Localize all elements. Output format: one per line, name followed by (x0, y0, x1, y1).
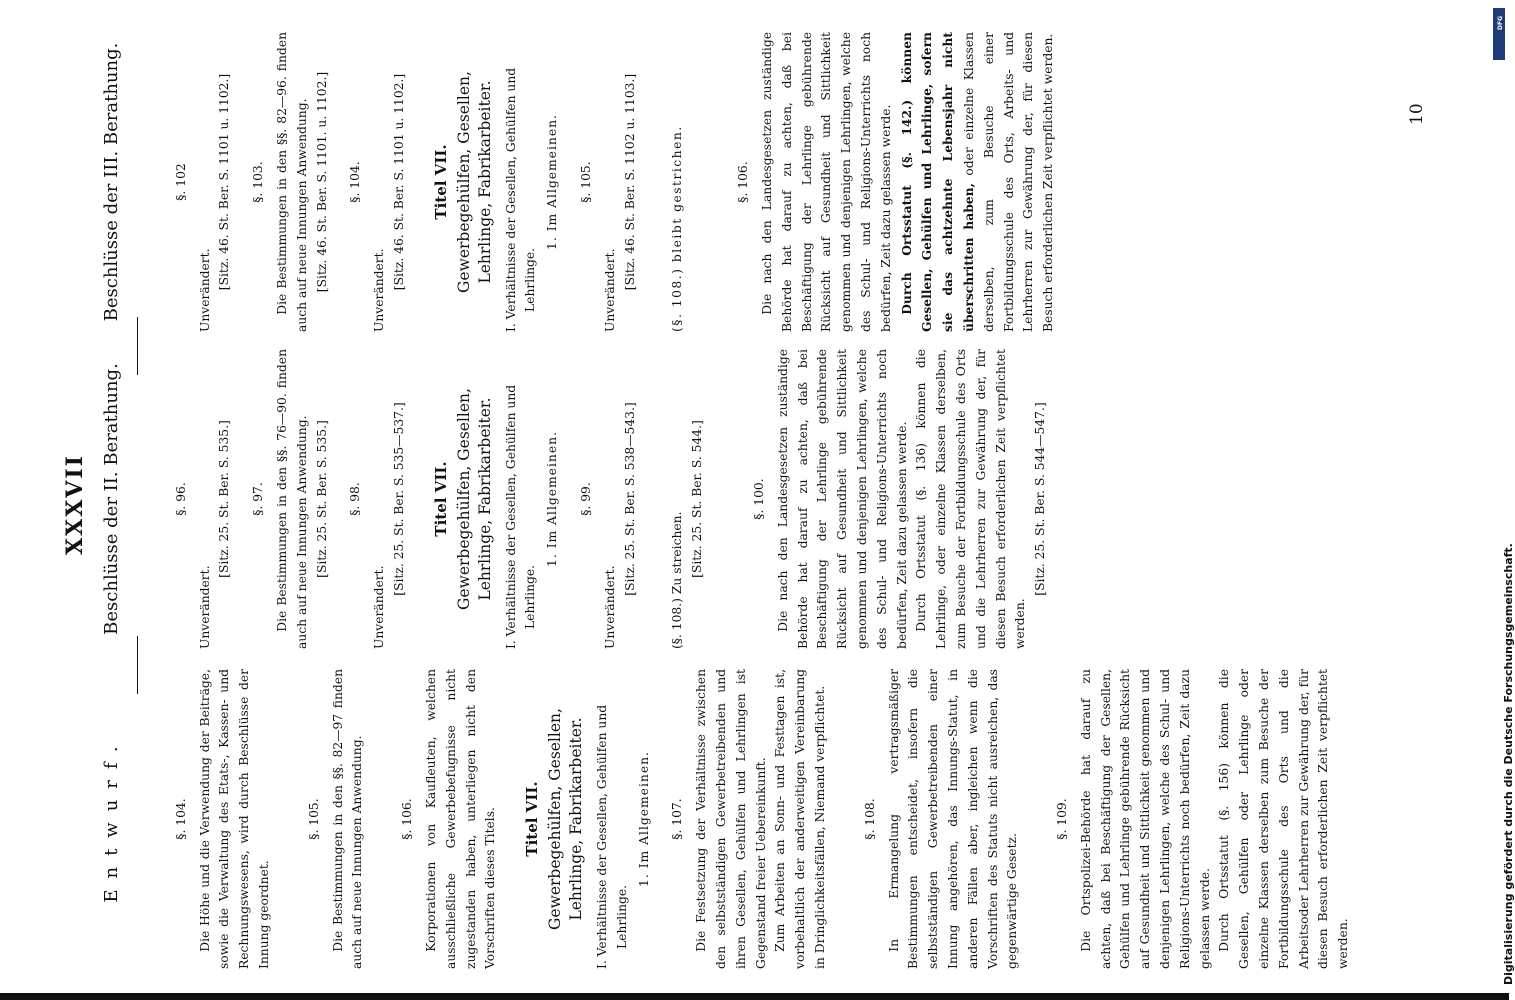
section-text (897, 32, 1059, 332)
section-text: Unverändert. (197, 565, 212, 649)
struck-section-note: (§. 108.) bleibt gestrichen. (670, 125, 685, 332)
struck-section-note: (§. 108.) Zu streichen. (670, 511, 685, 649)
section-text: Die Höhe und die Verwendung der Beiträge, sowie die Verwaltung des Etats-, Kassen- und Rechnungswesens, wird durch Beschlüsse der Innung geordnet. (197, 669, 271, 969)
section-heading: §. 106. (400, 798, 415, 840)
section-text: Unverändert. (372, 565, 387, 649)
minutes-reference: [Sitz. 25. St. Ber. S. 544.] (690, 420, 705, 578)
minutes-reference: [Sitz. 46. St. Ber. S. 1101 u. 1102.] (217, 73, 232, 291)
part-heading: I. Verhältnisse der Gesellen, Gehülfen und Lehrlinge. (594, 704, 629, 969)
section-heading: §. 104. (348, 161, 363, 203)
title-heading: Titel VII. (431, 461, 450, 537)
section-heading: §. 99. (578, 482, 593, 516)
section-heading: §. 102 (173, 163, 188, 201)
section-heading: §. 97. (251, 482, 266, 516)
rotated-document-page (12, 22, 1482, 987)
section-heading: §. 98. (348, 482, 363, 516)
title-subheading: Gewerbegehülfen, Gesellen, Lehrlinge, Fabrikarbeiter. (454, 71, 494, 293)
section-heading: §. 107. (670, 798, 685, 840)
section-heading: §. 105. (578, 161, 593, 203)
subsection-heading: 1. Im Allgemeinen. (545, 114, 560, 250)
section-heading: §. 109. (1055, 798, 1070, 840)
column-title-second-reading: Beschlüsse der II. Berathung. (101, 363, 122, 635)
section-heading: §. 105. (306, 798, 321, 840)
section-text: Durch Ortsstatut (§. 156) können die Gesellen, Gehülfen oder Lehrlinge oder einzelne Klassen derselben zum Besuche der Fortbildungsschule des Orts und die Arbeitsoder Lehrherren zur Gewährung der, für diesen Besuch erforderlichen Zeit verpflichtet werden. (1217, 669, 1351, 969)
scan-edge-bar (0, 993, 1509, 1000)
minutes-reference: [Sitz. 25. St. Ber. S. 544—547.] (1033, 402, 1048, 596)
section-heading: §. 100. (751, 478, 766, 520)
section-text: In Ermangelung vertragsmäßiger Bestimmungen entscheidet, insofern die selbstständigen Gewerbetreibenden einer Innung angehören, das Innungs-Statut, in anderen Fällen aber, ingleichen wenn die Vorschriften des Statuts nicht ausreichen, das gegenwärtige Gesetz. (886, 669, 1020, 969)
minutes-reference: [Sitz. 25. St. Ber. S. 538—543.] (622, 402, 637, 596)
section-text: Die Bestimmungen in den §§. 82—97 finden auch auf neue Innungen Anwendung. (330, 669, 365, 969)
section-text: Die nach den Landesgesetzen zuständige Behörde hat darauf zu achten, daß bei Beschäftigung der Lehrlinge gebührende Rücksicht auf Gesundheit und Sittlichkeit genommen und denjenigen Lehrlingen, welche des Schul- und Religions-Unterrichts noch bedürfen, Zeit dazu gelassen werde. (775, 349, 909, 649)
title-heading: Titel VII. (431, 144, 450, 220)
subsection-heading: 1. Im Allgemeinen. (545, 431, 560, 567)
section-text: Unverändert. (602, 248, 617, 332)
digitization-credit: Digitalisierung gefördert durch die Deutsche Forschungsgemeinschaft. (1502, 543, 1515, 985)
subsection-heading: 1. Im Allgemeinen. (636, 751, 651, 887)
dfg-logo-label: DFG (1497, 15, 1504, 30)
section-text: Durch Ortsstatut (§. 136) können die Lehrlinge, oder einzelne Klassen derselben, zum Besuche der Fortbildungsschule des Orts und die Lehrherren zur Gewährung der, für diesen Besuch erforderlichen Zeit verpflichtet werden. (914, 349, 1028, 649)
section-text: Die Bestimmungen in den §§. 82—96. finden auch auf neue Innungen Anwendung. (274, 32, 309, 332)
section-text: Die nach den Landesgesetzen zuständige Behörde hat darauf zu achten, daß bei Beschäftigung der Lehrlinge gebührende Rücksicht auf Gesundheit und Sittlichkeit genommen und denjenigen Lehrlingen, welche des Schul- und Religions-Unterrichts noch bedürfen, Zeit dazu gelassen werde. (759, 32, 893, 332)
emphasized-amendment-text: Durch Ortsstatut (§. 142.) können Gesellen, Gehülfen und Lehrlinge, sofern sie das achtzehnte Lebensjahr nicht überschritten haben, (898, 32, 976, 332)
section-text: Die Ortspolizei-Behörde hat darauf zu achten, daß bei Beschäftigung der Gesellen, Gehülfen und Lehrlinge gebührende Rücksicht auf Gesundheit und Sittlichkeit genommen und denjenigen Lehrlingen, welche des Schul- und Religions-Unterrichts noch bedürfen, Zeit dazu gelassen werde. (1078, 669, 1212, 969)
title-subheading: Gewerbegehülfen, Gesellen, Lehrlinge, Fabrikarbeiter. (454, 388, 494, 610)
part-heading: I. Verhältnisse der Gesellen, Gehülfen und Lehrlinge. (503, 67, 538, 332)
minutes-reference: [Sitz. 25. St. Ber. S. 535—537.] (391, 402, 406, 596)
minutes-reference: [Sitz. 25. St. Ber. S. 535.] (314, 420, 329, 578)
part-heading: I. Verhältnisse der Gesellen, Gehülfen und Lehrlinge. (503, 384, 538, 649)
section-text: Zum Arbeiten an Sonn- und Festtagen ist, vorbehaltlich der anderweitigen Vereinbarung in Dringlichkeitsfällen, Niemand verpflichtet. (773, 669, 827, 969)
section-heading: §. 103. (251, 161, 266, 203)
column-title-third-reading: Beschlüsse der III. Berathung. (101, 42, 122, 322)
column-third-reading (102, 32, 1059, 332)
section-text: Unverändert. (602, 565, 617, 649)
section-text-continuation: oder einzelne Klassen derselben, zum Besuche einer Fortbildungsschule des Orts, Arbeits- und Lehrherren zur Gewährung der, für diesen Besuch erforderlichen Zeit verpflichtet werden. (961, 32, 1056, 332)
minutes-reference: [Sitz. 46. St. Ber. S. 1102 u. 1103.] (622, 73, 637, 291)
title-subheading: Gewerbegehülfen, Gesellen, Lehrlinge, Fabrikarbeiter. (545, 708, 585, 930)
section-text: Die Bestimmungen in den §§. 76—90. finden auch auf neue Innungen Anwendung. (274, 349, 309, 649)
section-heading: §. 96. (173, 482, 188, 516)
minutes-reference: [Sitz. 46. St. Ber. S. 1101. u. 1102.] (314, 71, 329, 293)
section-heading: §. 108. (862, 798, 877, 840)
page-number: 10 (1407, 103, 1427, 125)
section-heading: §. 104. (173, 798, 188, 840)
section-text: Korporationen von Kaufleuten, welchen ausschließliche Gewerbebefugnisse nicht zugestanden haben, unterliegen nicht den Vorschriften dieses Titels. (423, 669, 498, 969)
section-text: Unverändert. (197, 248, 212, 332)
section-text: Die Festsetzung der Verhältnisse zwischen den selbstständigen Gewerbetreibenden und ihren Gesellen, Gehülfen und Lehrlingen ist Gegenstand freier Uebereinkunft. (694, 669, 768, 969)
section-heading: §. 106. (736, 161, 751, 203)
minutes-reference: [Sitz. 25. St. Ber. S. 535.] (217, 420, 232, 578)
section-text: Unverändert. (372, 248, 387, 332)
column-title-entwurf: Entwurf. (101, 735, 122, 903)
column-entwurf (102, 669, 1354, 969)
page-roman-number: XXXVII (62, 454, 88, 555)
column-second-reading (102, 349, 1063, 649)
title-heading: Titel VII. (523, 781, 542, 857)
minutes-reference: [Sitz. 46. St. Ber. S. 1101 u. 1102.] (391, 73, 406, 291)
